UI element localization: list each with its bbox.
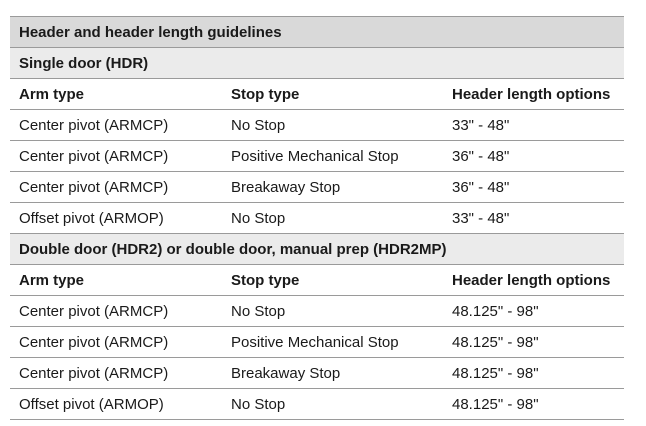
arm-type-cell: Offset pivot (ARMOP)	[10, 389, 222, 420]
column-header-header-length: Header length options	[443, 265, 624, 296]
header-length-guidelines-table	[10, 16, 624, 420]
table-row	[10, 389, 624, 420]
table-title: Header and header length guidelines	[10, 17, 624, 48]
stop-type-cell: Breakaway Stop	[222, 172, 443, 203]
arm-type-cell: Center pivot (ARMCP)	[10, 327, 222, 358]
table-row	[10, 172, 624, 203]
table-row	[10, 110, 624, 141]
guidelines-table-container	[10, 16, 624, 420]
stop-type-cell: No Stop	[222, 389, 443, 420]
column-header-arm-type: Arm type	[10, 79, 222, 110]
column-header-stop-type: Stop type	[222, 79, 443, 110]
stop-type-cell: Breakaway Stop	[222, 358, 443, 389]
header-length-cell: 48.125" - 98"	[443, 327, 624, 358]
table-row	[10, 327, 624, 358]
stop-type-cell: No Stop	[222, 296, 443, 327]
section-heading: Double door (HDR2) or double door, manual prep (HDR2MP)	[10, 234, 624, 265]
column-header-stop-type: Stop type	[222, 265, 443, 296]
section-heading-row	[10, 48, 624, 79]
column-header-header-length: Header length options	[443, 79, 624, 110]
section-heading: Single door (HDR)	[10, 48, 624, 79]
column-header-row	[10, 79, 624, 110]
header-length-cell: 48.125" - 98"	[443, 296, 624, 327]
stop-type-cell: No Stop	[222, 110, 443, 141]
table-row	[10, 296, 624, 327]
arm-type-cell: Center pivot (ARMCP)	[10, 141, 222, 172]
column-header-arm-type: Arm type	[10, 265, 222, 296]
table-row	[10, 358, 624, 389]
header-length-cell: 36" - 48"	[443, 141, 624, 172]
arm-type-cell: Offset pivot (ARMOP)	[10, 203, 222, 234]
arm-type-cell: Center pivot (ARMCP)	[10, 172, 222, 203]
header-length-cell: 33" - 48"	[443, 110, 624, 141]
header-length-cell: 33" - 48"	[443, 203, 624, 234]
stop-type-cell: Positive Mechanical Stop	[222, 327, 443, 358]
arm-type-cell: Center pivot (ARMCP)	[10, 296, 222, 327]
table-title-row	[10, 17, 624, 48]
arm-type-cell: Center pivot (ARMCP)	[10, 358, 222, 389]
header-length-cell: 36" - 48"	[443, 172, 624, 203]
header-length-cell: 48.125" - 98"	[443, 389, 624, 420]
table-row	[10, 203, 624, 234]
table-row	[10, 141, 624, 172]
stop-type-cell: No Stop	[222, 203, 443, 234]
header-length-cell: 48.125" - 98"	[443, 358, 624, 389]
column-header-row	[10, 265, 624, 296]
section-heading-row	[10, 234, 624, 265]
stop-type-cell: Positive Mechanical Stop	[222, 141, 443, 172]
arm-type-cell: Center pivot (ARMCP)	[10, 110, 222, 141]
